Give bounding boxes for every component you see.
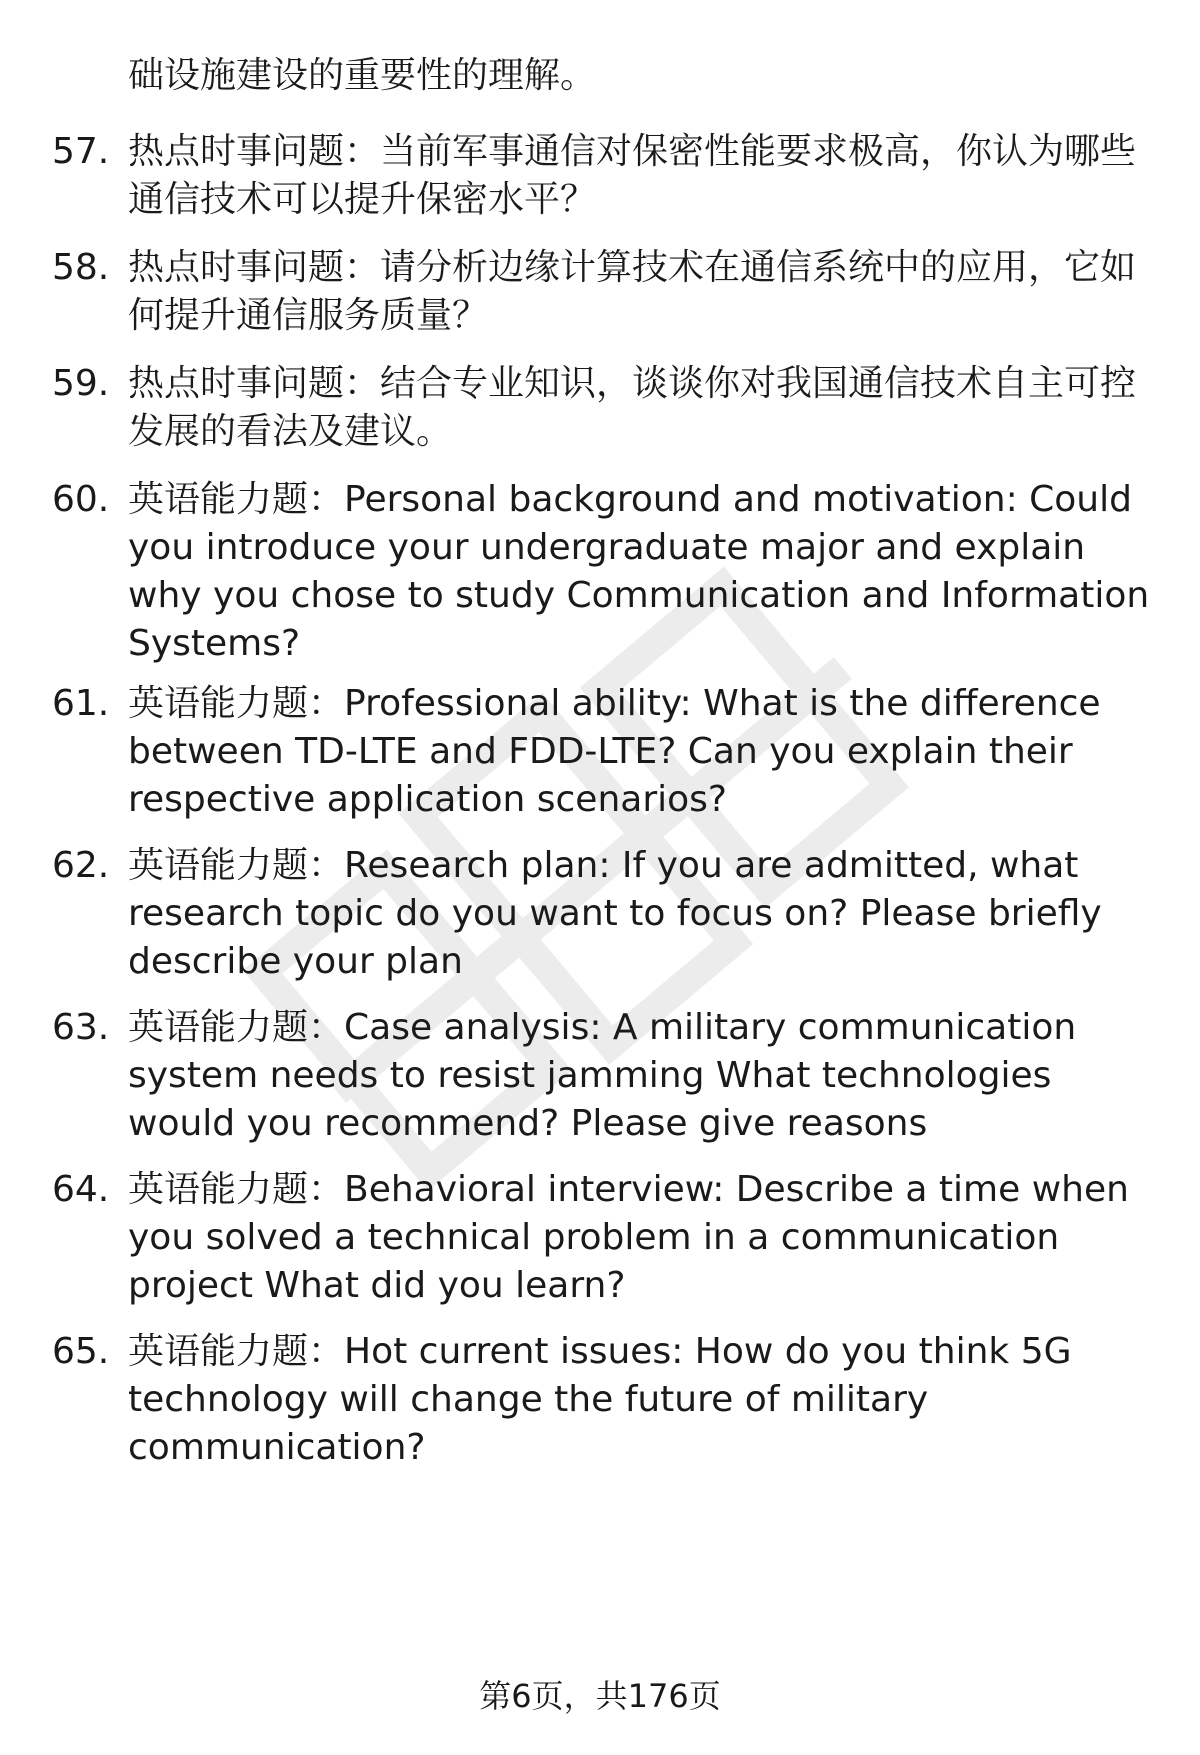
- question-text: [128, 360, 1168, 456]
- question-prefix: 英语能力题：: [128, 845, 345, 886]
- question-text: [128, 1166, 1168, 1310]
- question-number: 60.: [52, 479, 110, 520]
- question-text: [128, 680, 1168, 824]
- question-prefix: 英语能力题：: [128, 1007, 345, 1048]
- question-body: Behavioral interview: Describe a time when you solved a technical problem in a communication project What did you learn?: [128, 1169, 1129, 1306]
- question-body: 当前军事通信对保密性能要求极高，你认为哪些通信技术可以提升保密水平？: [128, 131, 1137, 220]
- question-number: 57.: [52, 131, 110, 172]
- question-text: [128, 842, 1168, 986]
- question-number: 58.: [52, 247, 110, 288]
- question-body: Professional ability: What is the difference between TD-LTE and FDD-LTE? Can you explain their respective application scenarios?: [128, 683, 1101, 820]
- question-prefix: 热点时事问题：: [128, 363, 381, 404]
- question-body: Personal background and motivation: Could you introduce your undergraduate major and explain why you chose to study Communication and Information Systems?: [128, 479, 1150, 664]
- question-text: [128, 244, 1168, 340]
- question-body: Research plan: If you are admitted, what research topic do you want to focus on? Please briefly describe your plan: [128, 845, 1102, 982]
- question-text: [128, 476, 1168, 668]
- question-prefix: 热点时事问题：: [128, 131, 381, 172]
- question-prefix: 热点时事问题：: [128, 247, 381, 288]
- question-prefix: 英语能力题：: [128, 1331, 345, 1372]
- question-number: 65.: [52, 1331, 110, 1372]
- question-body: Case analysis: A military communication system needs to resist jamming What technologies would you recommend? Please give reasons: [128, 1007, 1077, 1144]
- question-body: 结合专业知识，谈谈你对我国通信技术自主可控发展的看法及建议。: [128, 363, 1137, 452]
- question-prefix: 英语能力题：: [128, 683, 345, 724]
- question-text: [128, 1004, 1168, 1148]
- question-number: 63.: [52, 1007, 110, 1048]
- question-prefix: 英语能力题：: [128, 479, 345, 520]
- question-number: 64.: [52, 1169, 110, 1210]
- question-number: 61.: [52, 683, 110, 724]
- question-number: 59.: [52, 363, 110, 404]
- question-body: Hot current issues: How do you think 5G technology will change the future of military communication?: [128, 1331, 1072, 1468]
- question-text: [128, 1328, 1168, 1472]
- continuation-text: 础设施建设的重要性的理解。: [128, 55, 597, 96]
- question-prefix: 英语能力题：: [128, 1169, 345, 1210]
- question-number: 62.: [52, 845, 110, 886]
- question-body: 请分析边缘计算技术在通信系统中的应用，它如何提升通信服务质量？: [128, 247, 1137, 336]
- question-text: [128, 128, 1168, 224]
- page-footer: 第6页，共176页: [479, 1677, 721, 1715]
